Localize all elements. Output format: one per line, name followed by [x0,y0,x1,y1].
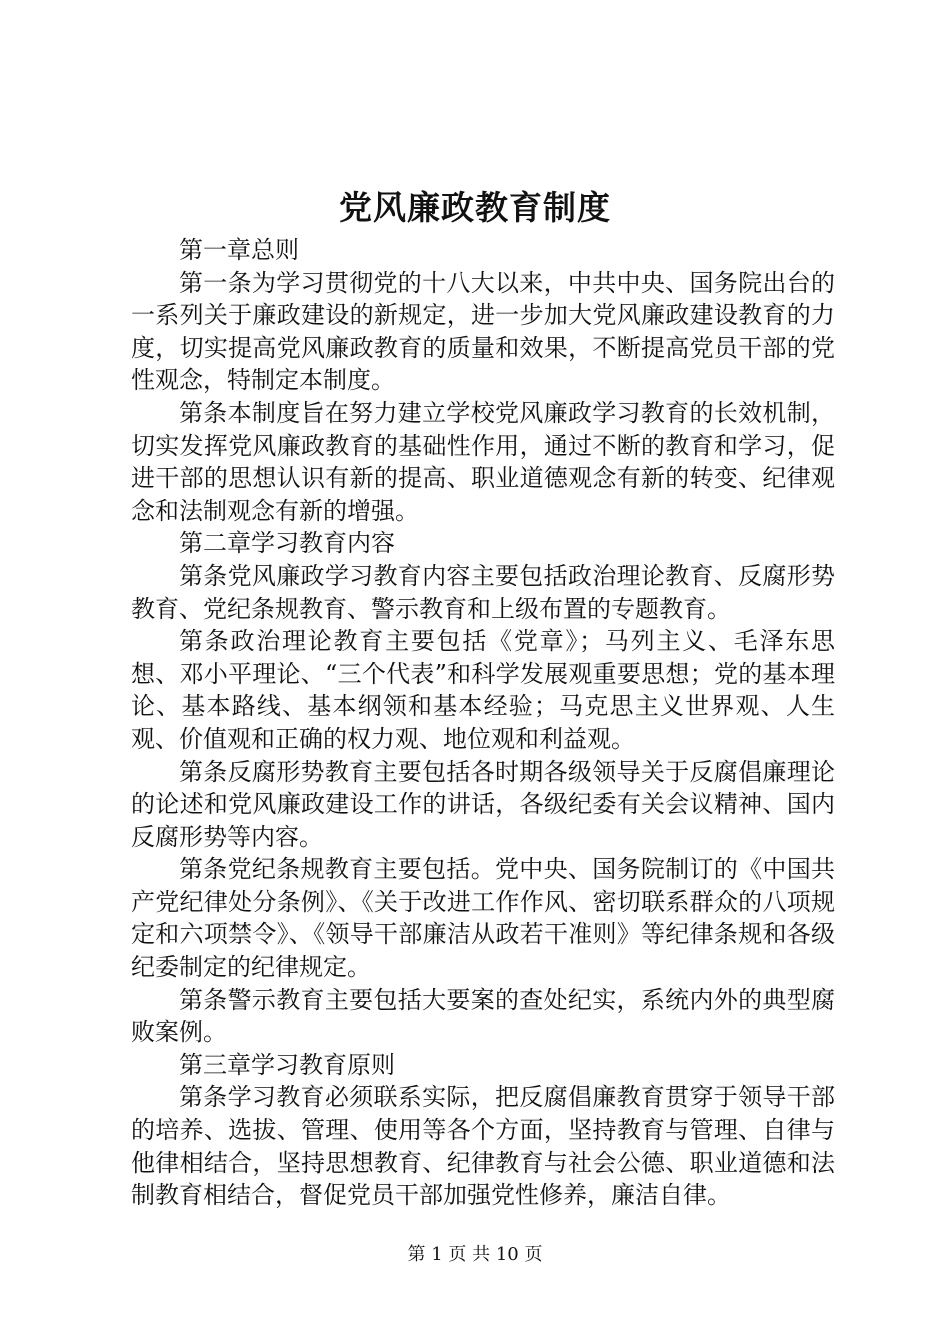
article-paragraph: 第条党风廉政学习教育内容主要包括政治理论教育、反腐形势教育、党纪条规教育、警示教育和上级布置的专题教育。 [131,561,835,623]
article-paragraph: 第条政治理论教育主要包括《党章》；马列主义、毛泽东思想、邓小平理论、“三个代表”和科学发展观重要思想；党的基本理论、基本路线、基本纲领和基本经验；马克思主义世界观、人生观、价值观和正确的权力观、地位观和利益观。 [131,627,835,753]
chapter-heading: 第三章学习教育原则 [179,1050,395,1079]
document-title: 党风廉政教育制度 [339,188,611,227]
page-number-footer: 第 1 页 共 10 页 [407,1244,543,1265]
article-paragraph: 第条学习教育必须联系实际，把反腐倡廉教育贯穿于领导干部的培养、选拔、管理、使用等各个方面，坚持教育与管理、自律与他律相结合，坚持思想教育、纪律教育与社会公德、职业道德和法制教育相结合，督促党员干部加强党性修养，廉洁自律。 [131,1083,835,1210]
article-paragraph: 第条反腐形势教育主要包括各时期各级领导关于反腐倡廉理论的论述和党风廉政建设工作的讲话，各级纪委有关会议精神、国内反腐形势等内容。 [131,757,835,851]
article-paragraph: 第一条为学习贯彻党的十八大以来，中共中央、国务院出台的一系列关于廉政建设的新规定，进一步加大党风廉政建设教育的力度，切实提高党风廉政教育的质量和效果，不断提高党员干部的党性观念，特制定本制度。 [131,268,835,395]
article-paragraph: 第条本制度旨在努力建立学校党风廉政学习教育的长效机制，切实发挥党风廉政教育的基础性作用，通过不断的教育和学习，促进干部的思想认识有新的提高、职业道德观念有新的转变、纪律观念和法制观念有新的增强。 [131,398,835,525]
article-paragraph: 第条警示教育主要包括大要案的查处纪实，系统内外的典型腐败案例。 [131,985,835,1047]
chapter-heading: 第二章学习教育内容 [179,529,395,558]
chapter-heading: 第一章总则 [179,236,299,264]
article-paragraph: 第条党纪条规教育主要包括。党中央、国务院制订的《中国共产党纪律处分条例》、《关于改进工作作风、密切联系群众的八项规定和六项禁令》、《领导干部廉洁从政若干准则》等纪律条规和各级纪委制定的纪律规定。 [131,855,835,982]
document-body [131,234,835,1212]
